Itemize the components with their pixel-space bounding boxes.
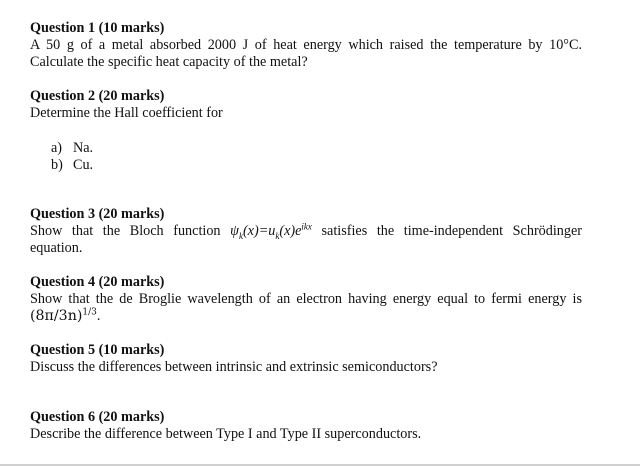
question-1-heading: Question 1 (10 marks) [30,20,165,36]
question-4-text-line1: Show that the de Broglie wavelength of an electron having energy equal to fermi energy is [30,291,582,307]
question-5-text: Discuss the differences between intrinsic and extrinsic semiconductors? [30,359,438,375]
question-5-heading: Question 5 (10 marks) [30,342,165,358]
list-item [51,157,93,174]
question-3-text-line1 [30,223,582,240]
list-item-label: b) [51,157,63,173]
question-2-heading: Question 2 (20 marks) [30,88,165,104]
list-item-label: a) [51,140,63,156]
list-item [51,140,93,157]
question-3-heading: Question 3 (20 marks) [30,206,165,222]
question-2-list [51,140,93,174]
list-item-text: Cu. [73,157,94,173]
bloch-function-formula: $\psi_k(x)=u_k(x)e^{ikx}$ [230,221,312,241]
question-5 [30,342,582,376]
question-1 [30,20,582,71]
de-broglie-formula-exponent: 1/3 [82,307,97,318]
question-3-text-line2: equation. [30,240,83,256]
question-4-heading: Question 4 (20 marks) [30,274,165,290]
question-6-text: Describe the difference between Type I and Type II superconductors. [30,426,422,442]
question-4 [30,274,582,325]
question-2-text: Determine the Hall coefficient for [30,105,223,121]
list-item-text: Na. [73,140,94,156]
de-broglie-formula: (8π/3n) [30,308,83,324]
question-3-text-pre: Show that the Bloch function [30,223,221,239]
question-4-text-line2: $(8\pi/3n)^{1/3}$. [30,307,101,324]
question-3-text-post: satisfies the time-independent Schrödinger [321,223,583,239]
question-3 [30,206,582,257]
question-1-text-line1: A 50 g of a metal absorbed 2000 J of heat energy which raised the temperature by 10°C. [30,37,582,53]
question-6 [30,409,582,443]
question-6-heading: Question 6 (20 marks) [30,409,165,425]
question-2 [30,88,582,122]
question-1-text-line2: Calculate the specific heat capacity of the metal? [30,54,308,70]
